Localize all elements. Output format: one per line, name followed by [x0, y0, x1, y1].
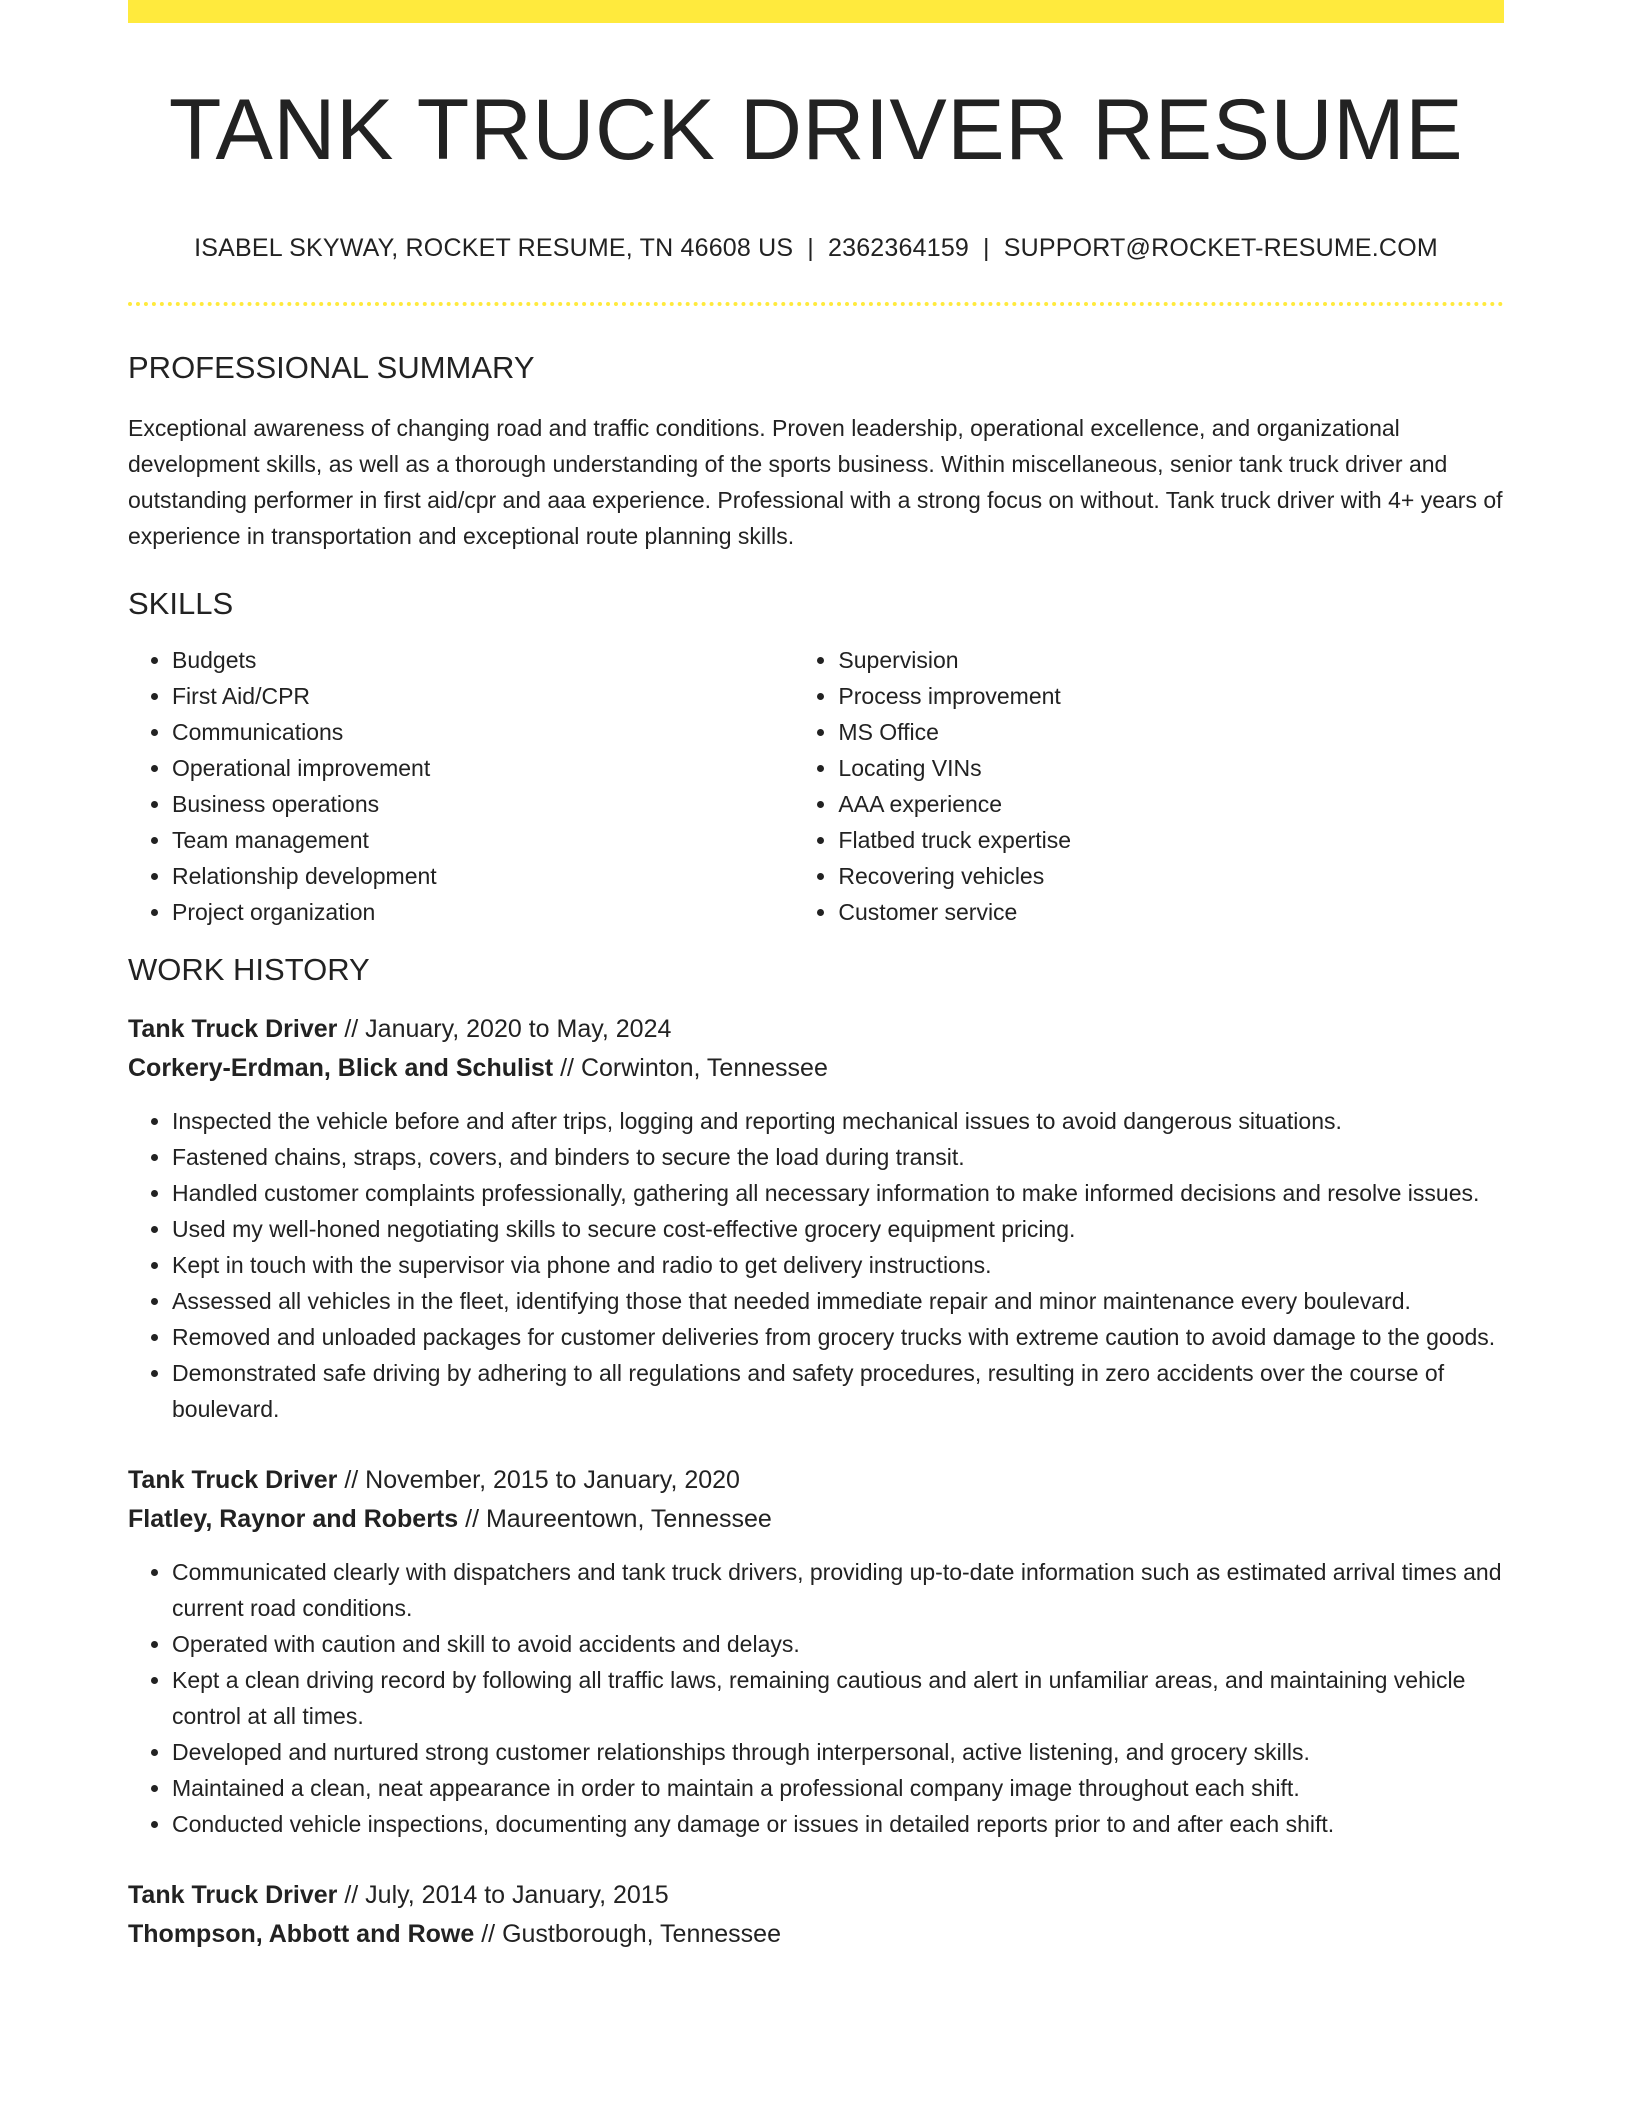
job-separator: // [481, 1920, 496, 1948]
job-title-line [128, 1461, 1504, 1500]
job-duty: • Used my well-honed negotiating skills to secure cost-effective grocery equipment pricing. [172, 1211, 1504, 1247]
contact-line [128, 232, 1504, 264]
job-dates: January, 2020 to May, 2024 [365, 1015, 672, 1043]
job-duty: • Operated with caution and skill to avoid accidents and delays. [172, 1626, 1504, 1662]
skills-column-left [128, 642, 794, 930]
contact-email: SUPPORT@ROCKET-RESUME.COM [1003, 234, 1438, 262]
skill-item: • Flatbed truck expertise [838, 822, 1504, 858]
dotted-divider [128, 302, 1504, 306]
job-company-line [128, 1915, 1504, 1954]
job-entry [128, 1461, 1504, 1842]
skill-item: • AAA experience [838, 786, 1504, 822]
skill-item: • Project organization [172, 894, 794, 930]
contact-separator: | [983, 234, 990, 262]
job-duty: • Assessed all vehicles in the fleet, identifying those that needed immediate repair and minor maintenance every boulevard. [172, 1283, 1504, 1319]
skill-item: • Team management [172, 822, 794, 858]
skill-item: • First Aid/CPR [172, 678, 794, 714]
job-duty: • Conducted vehicle inspections, documenting any damage or issues in detailed reports prior to and after each shift. [172, 1806, 1504, 1842]
job-company: Corkery-Erdman, Blick and Schulist [128, 1054, 554, 1082]
skill-item: • Relationship development [172, 858, 794, 894]
resume-page [128, 0, 1504, 1954]
job-duty: • Kept a clean driving record by following all traffic laws, remaining cautious and alert in unfamiliar areas, and maintaining vehicle control at all times. [172, 1662, 1504, 1734]
job-dates: July, 2014 to January, 2015 [365, 1881, 669, 1909]
skill-item: • Communications [172, 714, 794, 750]
skill-item: • Customer service [838, 894, 1504, 930]
job-duty: • Demonstrated safe driving by adhering to all regulations and safety procedures, resulting in zero accidents over the course of boulevard. [172, 1355, 1504, 1427]
job-title-line [128, 1876, 1504, 1915]
job-location: Corwinton, Tennessee [580, 1054, 828, 1082]
job-company: Thompson, Abbott and Rowe [128, 1920, 475, 1948]
job-separator: // [465, 1505, 480, 1533]
job-duty: • Kept in touch with the supervisor via phone and radio to get delivery instructions. [172, 1247, 1504, 1283]
job-duty: • Communicated clearly with dispatchers and tank truck drivers, providing up-to-date information such as estimated arrival times and current road conditions. [172, 1554, 1504, 1626]
skill-item: • Business operations [172, 786, 794, 822]
contact-separator: | [807, 234, 814, 262]
job-company-line [128, 1500, 1504, 1539]
job-role: Tank Truck Driver [128, 1466, 338, 1494]
skills-heading: SKILLS [128, 586, 234, 621]
skill-item: • MS Office [838, 714, 1504, 750]
job-role: Tank Truck Driver [128, 1881, 338, 1909]
job-entry [128, 1876, 1504, 1954]
skills-list [128, 642, 1504, 930]
job-company-line [128, 1049, 1504, 1088]
job-duty: • Removed and unloaded packages for customer deliveries from grocery trucks with extreme caution to avoid damage to the goods. [172, 1319, 1504, 1355]
job-duty: • Inspected the vehicle before and after trips, logging and reporting mechanical issues to avoid dangerous situations. [172, 1103, 1504, 1139]
work-history-heading: WORK HISTORY [128, 952, 370, 987]
skill-item: • Budgets [172, 642, 794, 678]
job-duty: • Maintained a clean, neat appearance in order to maintain a professional company image throughout each shift. [172, 1770, 1504, 1806]
job-location: Gustborough, Tennessee [502, 1920, 781, 1948]
skill-item: • Operational improvement [172, 750, 794, 786]
summary-heading: PROFESSIONAL SUMMARY [128, 350, 535, 385]
resume-title: TANK TRUCK DRIVER RESUME [168, 82, 1464, 178]
contact-address: ISABEL SKYWAY, ROCKET RESUME, TN 46608 US [194, 234, 794, 262]
skill-item: • Locating VINs [838, 750, 1504, 786]
job-separator: // [344, 1881, 359, 1909]
job-location: Maureentown, Tennessee [485, 1505, 772, 1533]
job-dates: November, 2015 to January, 2020 [365, 1466, 740, 1494]
job-duty: • Fastened chains, straps, covers, and binders to secure the load during transit. [172, 1139, 1504, 1175]
skill-item: • Process improvement [838, 678, 1504, 714]
skill-item: • Recovering vehicles [838, 858, 1504, 894]
skills-column-right [794, 642, 1504, 930]
job-separator: // [344, 1466, 359, 1494]
job-duty: • Handled customer complaints professionally, gathering all necessary information to make informed decisions and resolve issues. [172, 1175, 1504, 1211]
job-title-line [128, 1010, 1504, 1049]
job-entry [128, 1010, 1504, 1427]
job-role: Tank Truck Driver [128, 1015, 338, 1043]
job-duty: • Developed and nurtured strong customer relationships through interpersonal, active listening, and grocery skills. [172, 1734, 1504, 1770]
skill-item: • Supervision [838, 642, 1504, 678]
job-duties [128, 1103, 1504, 1427]
contact-phone: 2362364159 [827, 234, 970, 262]
job-separator: // [560, 1054, 574, 1082]
job-company: Flatley, Raynor and Roberts [128, 1505, 459, 1533]
job-duties [128, 1554, 1504, 1842]
job-separator: // [344, 1015, 359, 1043]
summary-text: Exceptional awareness of changing road and traffic conditions. Proven leadership, operational excellence, and organizational development skills, as well as a thorough understanding of the sports business. Within miscellaneous, senior tank truck driver and outstanding performer in first aid/cpr and aaa experience. Professional with a strong focus on without. Tank truck driver with 4+ years of experience in transportation and exceptional route planning skills. [128, 415, 1503, 549]
